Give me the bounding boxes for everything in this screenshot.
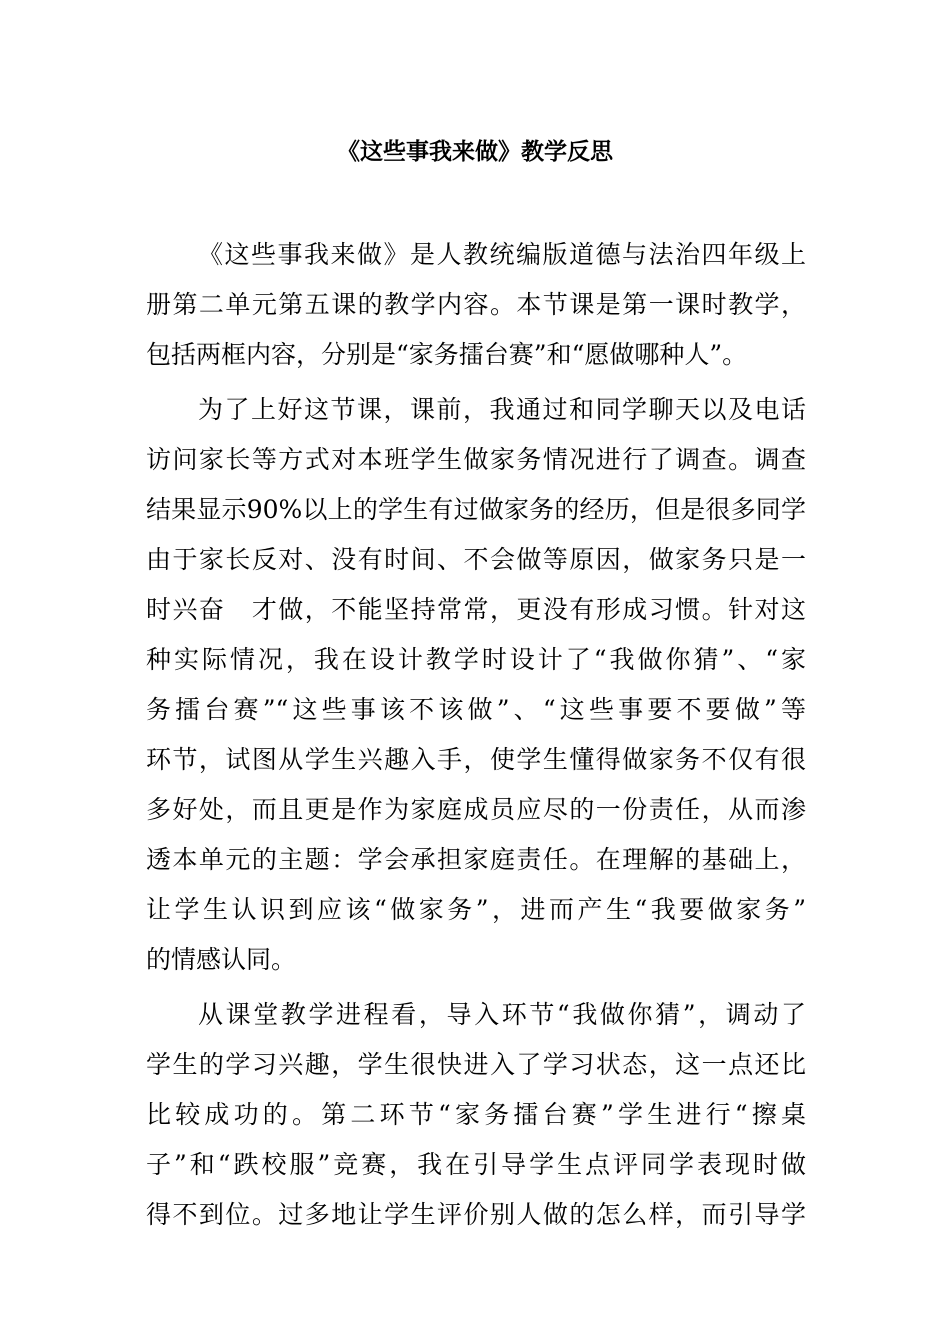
text-line: 《这些事我来做》是人教统编版道德与法治四年级上 (198, 240, 806, 269)
text-line: 比较成功的。第二环节“家务擂台赛”学生进行“擦桌 (146, 1100, 806, 1129)
paragraph-3 (146, 990, 806, 1240)
text-line: 时兴奋 才做，不能坚持常常，更没有形成习惯。针对这 (146, 595, 806, 624)
text-line: 访问家长等方式对本班学生做家务情况进行了调查。调查 (146, 445, 806, 474)
text-line: 子”和“跌校服”竞赛，我在引导学生点评同学表现时做 (146, 1150, 806, 1179)
text-line: 环节，试图从学生兴趣入手，使学生懂得做家务不仅有很 (146, 745, 806, 774)
text-line: 包括两框内容，分别是“家务擂台赛”和“愿做哪种人”。 (146, 340, 748, 369)
text-line: 从课堂教学进程看，导入环节“我做你猜”，调动了 (198, 1000, 806, 1029)
paragraph-1 (146, 230, 806, 380)
text-line: 为了上好这节课，课前，我通过和同学聊天以及电话 (198, 395, 806, 424)
text-line: 种实际情况，我在设计教学时设计了“我做你猜”、“家 (146, 645, 806, 674)
text-line: 学生的学习兴趣，学生很快进入了学习状态，这一点还比 (146, 1050, 806, 1079)
document-title: 《这些事我来做》教学反思 (337, 139, 613, 165)
text-line: 结果显示90%以上的学生有过做家务的经历，但是很多同学 (146, 495, 806, 524)
text-line: 让学生认识到应该“做家务”，进而产生“我要做家务” (146, 895, 806, 924)
text-line: 务擂台赛”“这些事该不该做”、“这些事要不要做”等 (146, 695, 806, 724)
text-line: 的情感认同。 (146, 945, 297, 974)
text-line: 册第二单元第五课的教学内容。本节课是第一课时教学， (146, 290, 806, 319)
text-line: 由于家长反对、没有时间、不会做等原因，做家务只是一 (146, 545, 806, 574)
document-body (146, 230, 806, 1240)
text-line: 透本单元的主题：学会承担家庭责任。在理解的基础上， (146, 845, 806, 874)
text-line: 多好处，而且更是作为家庭成员应尽的一份责任，从而渗 (146, 795, 806, 824)
text-line: 得不到位。过多地让学生评价别人做的怎么样，而引导学 (146, 1200, 806, 1229)
paragraph-2 (146, 385, 806, 985)
